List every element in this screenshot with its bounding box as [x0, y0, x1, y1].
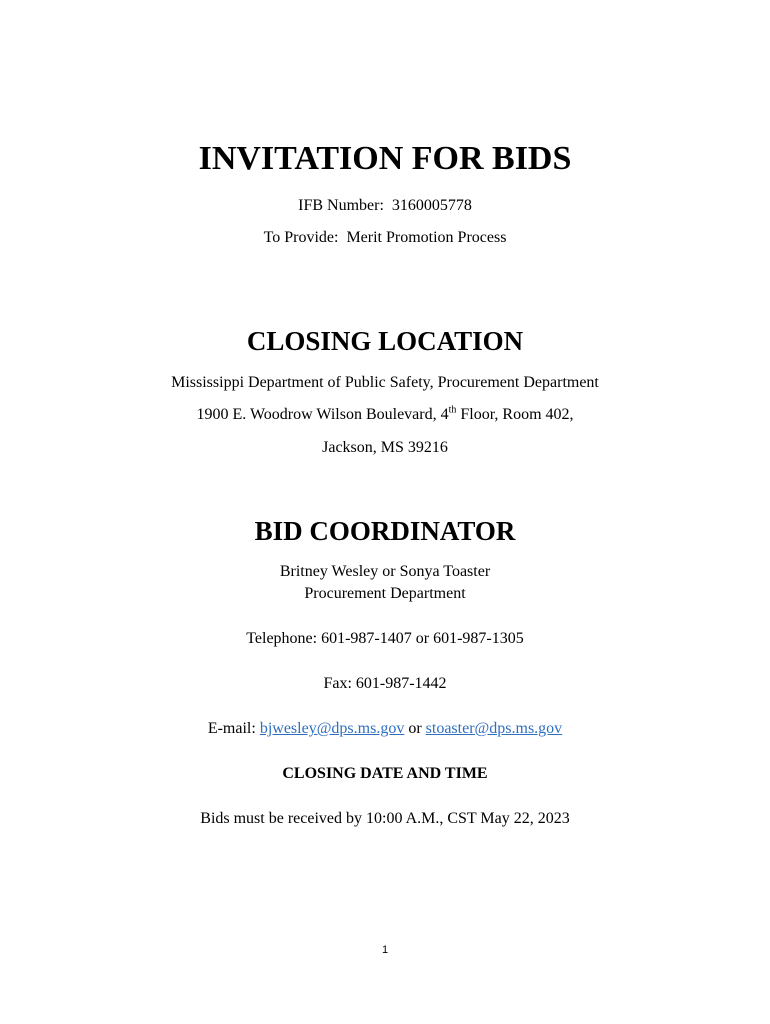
address-street: 1900 E. Woodrow Wilson Boulevard, 4 [196, 406, 449, 423]
coordinator-names: Britney Wesley or Sonya Toaster [279, 563, 491, 580]
email-link-stoaster[interactable]: stoaster@dps.ms.gov [425, 720, 563, 737]
to-provide-value: Merit Promotion Process [346, 229, 507, 246]
to-provide-line [0, 229, 770, 247]
email-link-bjwesley[interactable]: bjwesley@dps.ms.gov [259, 720, 405, 737]
closing-date-text: Bids must be received by 10:00 A.M., CST May 22, 2023 [200, 810, 570, 827]
ifb-number-label: IFB Number: [298, 197, 384, 214]
to-provide-label: To Provide: [263, 229, 339, 246]
closing-location-line2 [0, 406, 770, 424]
ifb-number-line [0, 197, 770, 215]
closing-date-heading: CLOSING DATE AND TIME [282, 765, 488, 782]
coordinator-email-line [0, 720, 770, 738]
closing-location-heading: CLOSING LOCATION [246, 326, 524, 356]
bid-coordinator-heading: BID COORDINATOR [254, 516, 516, 546]
address-ordinal-suffix: th [448, 404, 457, 416]
email-label: E-mail: [207, 720, 260, 737]
document-title: INVITATION FOR BIDS [198, 140, 572, 177]
address-floor-room: Floor, Room 402, [456, 406, 574, 423]
page-number: 1 [381, 944, 389, 956]
ifb-number-value: 3160005778 [391, 197, 472, 214]
closing-location-line3: Jackson, MS 39216 [322, 439, 448, 456]
email-or: or [404, 720, 426, 737]
coordinator-telephone: Telephone: 601-987-1407 or 601-987-1305 [246, 630, 524, 647]
closing-location-line1: Mississippi Department of Public Safety, Procurement Department [171, 374, 599, 391]
coordinator-department: Procurement Department [304, 585, 466, 602]
coordinator-fax: Fax: 601-987-1442 [323, 675, 447, 692]
